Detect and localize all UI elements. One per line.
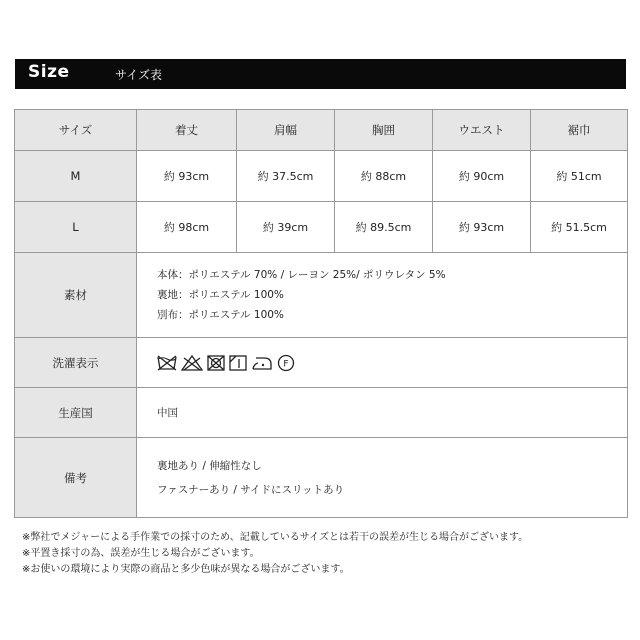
material-row	[15, 253, 628, 338]
care-icons	[137, 338, 628, 388]
size-label-l: L	[15, 202, 137, 253]
column-header-length: 着丈	[137, 110, 237, 151]
table-cell: 約 39cm	[237, 202, 335, 253]
origin-row	[15, 388, 628, 438]
table-cell: 約 51cm	[531, 151, 628, 202]
table-cell: 約 93cm	[137, 151, 237, 202]
note-line: ※お使いの環境により実際の商品と多少色味が異なる場合がございます。	[22, 564, 350, 575]
no-wash-icon	[157, 355, 177, 371]
table-cell: 約 51.5cm	[531, 202, 628, 253]
remarks-label: 備考	[15, 438, 137, 518]
header-title: Size	[28, 62, 70, 82]
size-chart-header	[15, 59, 626, 89]
remarks-line: ファスナーあり / サイドにスリットあり	[157, 483, 345, 496]
material-line: 別布：ポリエステル 100%	[157, 309, 284, 321]
material-line: 本体：ポリエステル 70% / レーヨン 25%/ ポリウレタン 5%	[157, 269, 446, 281]
dry-clean-f-icon	[277, 354, 295, 372]
table-cell: 約 89.5cm	[335, 202, 433, 253]
dry-clean-letter: F	[283, 359, 289, 369]
material-label: 素材	[15, 253, 137, 338]
drip-dry-shade-icon	[229, 355, 247, 371]
care-row	[15, 338, 628, 388]
no-tumble-dry-icon	[207, 355, 225, 371]
column-header-shoulder: 肩幅	[237, 110, 335, 151]
column-header-chest: 胸囲	[335, 110, 433, 151]
care-label: 洗濯表示	[15, 338, 137, 388]
remarks-details	[137, 438, 628, 518]
header-subtitle: サイズ表	[115, 68, 163, 82]
remarks-line: 裏地あり / 伸縮性なし	[157, 459, 262, 472]
size-label-m: M	[15, 151, 137, 202]
origin-label: 生産国	[15, 388, 137, 438]
notes	[22, 530, 528, 578]
material-line: 裏地：ポリエステル 100%	[157, 289, 284, 301]
size-table	[14, 109, 628, 518]
table-cell: 約 37.5cm	[237, 151, 335, 202]
column-header-waist: ウエスト	[433, 110, 531, 151]
remarks-row	[15, 438, 628, 518]
no-bleach-icon	[181, 355, 203, 371]
table-cell: 約 98cm	[137, 202, 237, 253]
table-cell: 約 90cm	[433, 151, 531, 202]
column-header-hem: 裾巾	[531, 110, 628, 151]
table-cell: 約 93cm	[433, 202, 531, 253]
table-header-row	[15, 110, 628, 151]
iron-low-icon	[251, 355, 273, 371]
note-line: ※平置き採寸の為、誤差が生じる場合がございます。	[22, 548, 260, 559]
table-cell: 約 88cm	[335, 151, 433, 202]
table-row	[15, 202, 628, 253]
note-line: ※弊社でメジャーによる手作業での採寸のため、記載しているサイズとは若干の誤差が生じる場合がございます。	[22, 532, 529, 543]
origin-value: 中国	[137, 388, 628, 438]
material-details	[137, 253, 628, 338]
table-row	[15, 151, 628, 202]
column-header-size: サイズ	[15, 110, 137, 151]
